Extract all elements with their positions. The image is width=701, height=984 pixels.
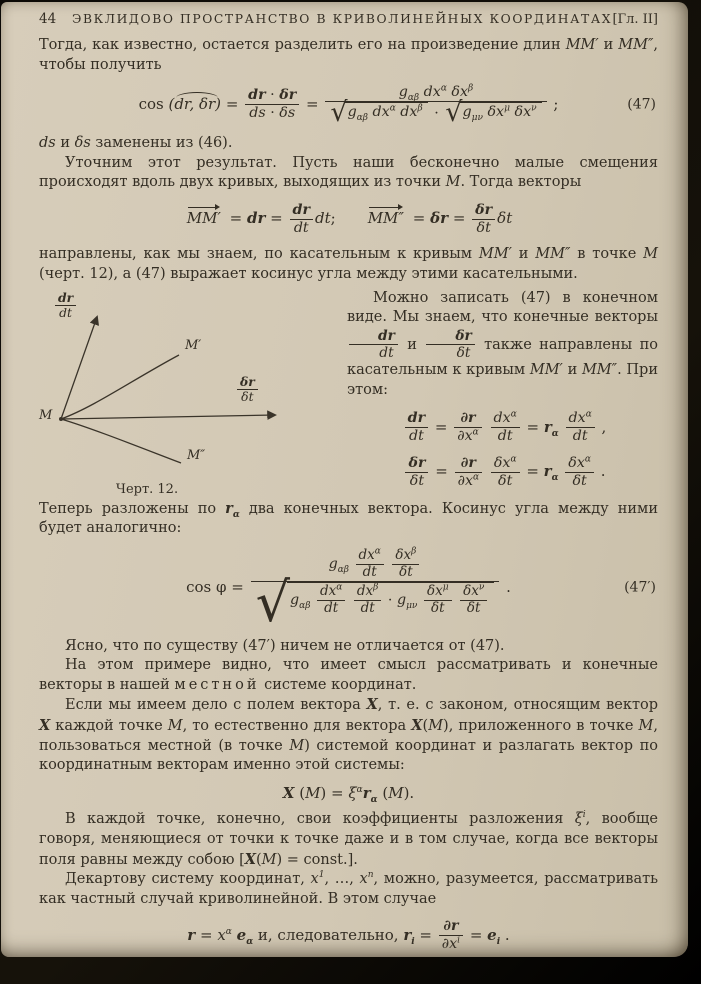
page-number: 44 [39, 11, 57, 27]
equation-dr-dt-expansion [351, 410, 658, 445]
paragraph-4: направлены, как мы знаем, по касательным к кривым MM′ и MM″ в точке M (черт. 12), а (47) выражает косинус угла между этими касательными. [39, 246, 658, 282]
equation-delta-r-expansion [351, 455, 658, 490]
figure-chart-12 [39, 291, 339, 499]
equation-x-decomposition [39, 783, 658, 805]
equation-vectors-body: MM′ = dr = $\frac{dr}{dt}$ dt; MM″ = δr = $\frac{\delta r}{\delta t}$ δt [186, 201, 513, 236]
equation-cartesian-case-body: $r = x^\alpha$ $e_\alpha$ и, следовательно, $r_i$ = $\frac{\partial r}{\partial x^i}$ = $e_i$ . [187, 918, 510, 953]
paragraph-2: ds и δs заменены из (46). [39, 135, 233, 151]
curve-to-m-prime [61, 355, 179, 419]
equation-x-decomposition-body: X $(M) = \xi^\alpha r_\alpha$ (M). [282, 783, 415, 805]
paragraph-1: Тогда, как известно, остается разделить его на произведение длин MM′ и MM″, чтобы получить [39, 37, 659, 73]
running-title: ЭВКЛИДОВО ПРОСТРАНСТВО В КРИВОЛИНЕЙНЫХ КООРДИНАТАХ [71, 12, 613, 26]
paragraph-9: Если мы имеем дело с полем вектора X, т. е. с законом, относящим вектор X каждой точке M, то естественно для вектора X(M), приложенного в точке M, пользоваться местной (в точке M) системой координат и разлагать вектор по координатным векторам именно этой системы: [39, 696, 658, 774]
figure-label-m: M [39, 407, 53, 423]
equation-tag-47-prime: (47′) [624, 579, 656, 596]
page-content [1, 2, 688, 953]
figure-label-m-double-prime: M″ [187, 447, 206, 463]
figure-caption: Черт. 12. [115, 481, 179, 497]
equation-delta-r-body: $\frac{\delta r}{\delta t}$ = $\frac{\partial r}{\partial x^\alpha}$ $\frac{\delta x^\alpha}{\delta t}$ = $r_\alpha$ $\frac{\delta x^\alpha}{\delta t}$ . [403, 462, 605, 480]
equation-cartesian-case [39, 918, 658, 953]
paragraph-5: Можно записать (47) в конечном виде. Мы знаем, что конечные векторы $\frac{dr}{dt}$ и $\frac{\delta r}{\delta t}$ также направлены по касательным к кривым MM′ и MM″. При этом: [347, 289, 658, 398]
figure-label-delta-r-delta-t: $\frac{\delta r}{\delta t}$ [235, 375, 260, 405]
figure-label-m-prime: M′ [185, 337, 202, 353]
paragraph-11: Декартову систему координат, $x^1$, …, $x^n$, можно, разумеется, рассматривать как частный случай криволинейной. В этом случае [39, 870, 659, 907]
page-header [39, 11, 658, 27]
chapter-label: [Гл. II] [612, 12, 658, 27]
equation-47-body: cos (dr, δr) = $\frac{dr \cdot \delta r}{ds \cdot \delta s}$ = $g_{\alpha\beta}$ $dx^\alpha$ $\delta x^\beta$ √ $g_{\alpha\beta}$ $dx^\alpha$ $dx^\beta$ · √ $g_{\mu\nu}$ $\delta x^\mu$ $\delta x^\nu$ ; [138, 83, 559, 128]
book-page [1, 2, 688, 957]
paragraph-7: Ясно, что по существу (47′) ничем не отличается от (47). [65, 637, 505, 654]
equation-dr-dt-body: $\frac{dr}{dt}$ = $\frac{\partial r}{\partial x^\alpha}$ $\frac{dx^\alpha}{dt}$ = $r_\alpha$ $\frac{dx^\alpha}{dt}$ , [403, 418, 607, 436]
equation-vectors [39, 202, 658, 237]
paragraph-10: В каждой точке, конечно, свои коэффициенты разложения $\xi^i$, вообще говоря, меняющиеся от точки к точке даже и в том случае, когда все векторы поля равны между собою [X(M) = const.]. [39, 810, 658, 868]
equation-47-prime-body: cos φ = $g_{\alpha\beta}$ $\frac{dx^\alpha}{dt}$ $\frac{\delta x^\beta}{\delta t}$ √ $g_{\alpha\beta}$ $\frac{dx^\alpha}{dt}$ $\frac{dx^\beta}{dt}$ · $g_{\mu\nu}$ $\frac{\delta x^\mu}{\delta t}$ $\frac{\delta x^\nu}{\delta t}$ . [186, 546, 511, 634]
curve-to-m-double-prime [61, 419, 181, 463]
paragraph-3: Уточним этот результат. Пусть наши бесконечно малые смещения происходят вдоль двух кривых, выходящих из точки M. Тогда векторы [39, 154, 658, 191]
figure-drawing [39, 307, 324, 483]
tangent-arrow-up [61, 317, 97, 419]
equation-47-prime [39, 546, 658, 634]
equation-47 [39, 83, 658, 128]
paragraph-6: Теперь разложены по $r_\alpha$ два конечных вектора. Косинус угла между ними будет аналогично: [39, 499, 659, 537]
paragraph-8: На этом примере видно, что имеет смысл рассматривать и конечные векторы в нашей местной системе координат. [39, 657, 658, 693]
figure-section [39, 289, 658, 499]
equation-tag-47: (47) [627, 95, 656, 112]
figure-label-dr-dt: $\frac{dr}{dt}$ [53, 291, 78, 321]
tangent-arrow-right [61, 415, 275, 419]
